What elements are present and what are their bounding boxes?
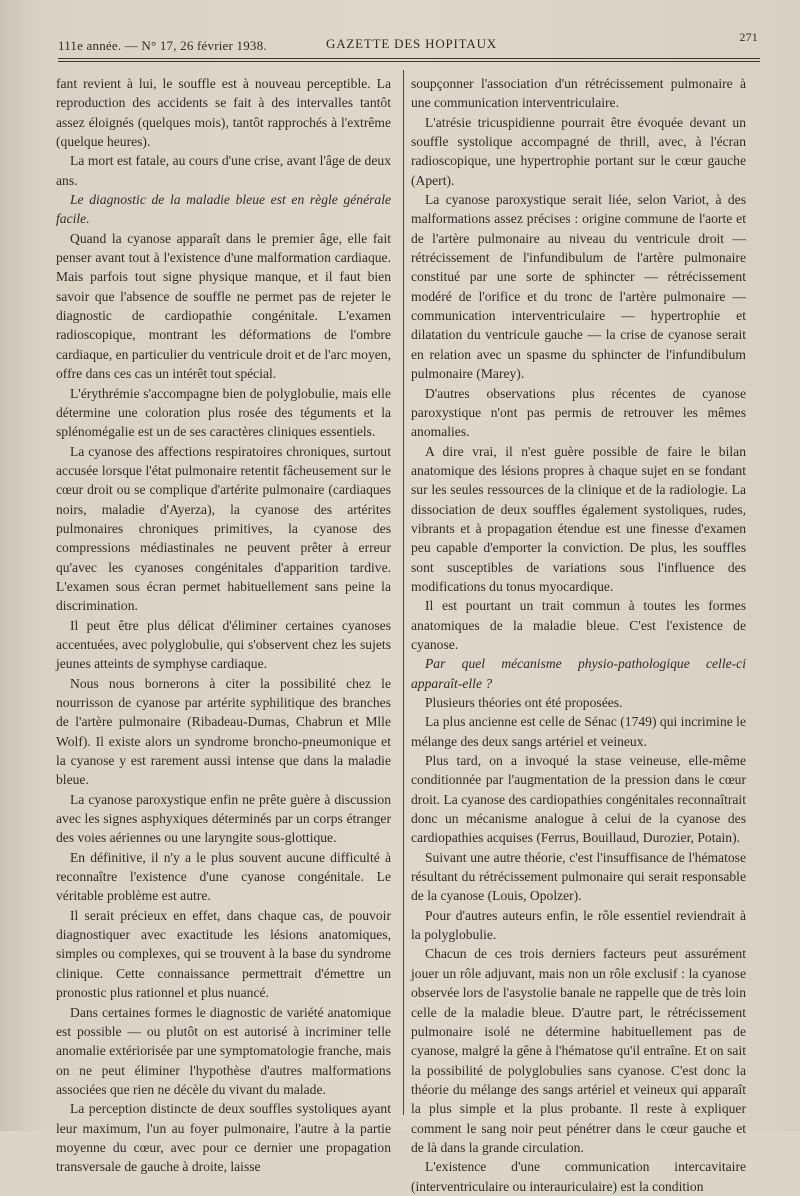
right-column xyxy=(411,74,746,1196)
paragraph: Plus tard, on a invoqué la stase veineuse, elle-même conditionnée par l'augmentation de la pression dans le cœur droit. La cyanose des cardiopathies congénitales reconnaîtrait donc un mécanisme analogue à celui de la cyanose des cardiopathies acquises (Ferrus, Bouillaud, Durozier, Potain). xyxy=(411,753,746,846)
paragraph: Il peut être plus délicat d'éliminer certaines cyanoses accentuées, avec polyglobulie, qui s'observent chez les sujets jeunes atteints de symphyse cardiaque. xyxy=(56,617,391,672)
paragraph: Suivant une autre théorie, c'est l'insuffisance de l'hématose résultant du rétrécissement pulmonaire qui serait responsable de la cyanose (Louis, Opolzer). xyxy=(411,849,746,904)
paragraph: Il est pourtant un trait commun à toutes les formes anatomiques de la maladie bleue. C'est l'existence de cyanose. xyxy=(411,598,746,652)
page-number: 271 xyxy=(739,30,758,44)
paragraph: La perception distincte de deux souffles systoliques ayant leur maximum, l'un au foyer pulmonaire, l'autre à la partie moyenne du cœur, avec pour ce dernier une propagation transversale de gauche à droite, laisse xyxy=(56,1101,391,1175)
paragraph: soupçonner l'association d'un rétrécissement pulmonaire à une communication interventriculaire. xyxy=(411,76,746,111)
paragraph: Nous nous bornerons à citer la possibilité chez le nourrisson de cyanose par artérite syphilitique des branches de l'artère pulmonaire (Ribadeau-Dumas, Chabrun et Mlle Wolf). Il existe alors un syndrome broncho-pneumonique et la cyanose y est rarement aussi intense que dans la maladie bleue. xyxy=(56,675,391,788)
paragraph: Plusieurs théories ont été proposées. xyxy=(425,695,623,710)
paragraph xyxy=(411,654,746,693)
paragraph: Il serait précieux en effet, dans chaque cas, de pouvoir diagnostiquer avec exactitude les lésions anatomiques, simples ou complexes, qui se trouvent à la base du syndrome clinique. Cette connaissance permettrait d'émettre un pronostic plus rationnel et plus nuancé. xyxy=(56,907,391,1001)
column-divider xyxy=(403,70,404,1115)
paragraph: Dans certaines formes le diagnostic de variété anatomique est possible — ou plutôt on est autorisé à incriminer telle anomalie extériorisée par une symptomatologie franche, mais on ne peut éliminer l'hypothèse d'autres malformations associées que rien ne décèle du vivant du malade. xyxy=(56,1004,391,1097)
paragraph: La cyanose paroxystique enfin ne prête guère à discussion avec les signes asphyxiques déterminés par un corps étranger des voies aériennes ou une laryngite sous-glottique. xyxy=(56,791,391,846)
paragraph: fant revient à lui, le souffle est à nouveau perceptible. La reproduction des accidents se fait à des intervalles tantôt assez éloignés (quelques mois), tantôt rapprochés à l'extrême (quelque heures). xyxy=(56,76,391,150)
paragraph: La cyanose des affections respiratoires chroniques, surtout accusée lorsque l'état pulmonaire retentit fâcheusement sur le cœur droit ou se complique d'artérite pulmonaire (cardiaques noirs, maladie d'Ayerza), la cyanose des artérites pulmonaires chroniques primitives, la cyanose des compressions médiastinales ne peuvent prêter à erreur qu'avec les cyanoses congénitales d'apparition tardive. L'examen sous écran permet habituellement sans peine la discrimination. xyxy=(56,443,391,614)
paragraph xyxy=(56,190,391,229)
paragraph: La cyanose paroxystique serait liée, selon Variot, à des malformations assez précises : origine commune de l'aorte et de l'artère pulmonaire au niveau du ventricule droit — rétrécissement de l'infundibulum de l'artère pulmonaire constitué par une sorte de sphincter — rétrécissement modéré de l'orifice et du tronc de l'artère pulmonaire — communication interventriculaire — hypertrophie et dilatation du ventricule gauche — la crise de cyanose serait en relation avec un spasme du sphincter de l'infundibulum pulmonaire (Marey). xyxy=(411,192,746,382)
paragraph: Chacun de ces trois derniers facteurs peut assurément jouer un rôle adjuvant, mais non un rôle exclusif : la cyanose observée lors de l'asystolie banale ne rappelle que de très loin celle de la maladie bleue. D'autre part, le rétrécissement pulmonaire isolé ne détermine habituellement pas de cyanose, malgré la gêne à l'hématose qu'il entraîne. Et on sait la possibilité de polyglobulies sans cyanose. C'est donc la théorie du mélange des sangs artériel et veineux qui apparaît la plus simple et la plus probante. Il reste à expliquer comment le sang noir peut pénétrer dans le cœur gauche et de là dans la grande circulation. xyxy=(411,946,746,1155)
left-column xyxy=(56,74,391,1177)
paragraph: La mort est fatale, au cours d'une crise, avant l'âge de deux ans. xyxy=(56,153,391,188)
italic-heading: Le diagnostic de la maladie bleue est en règle générale facile. xyxy=(56,192,391,227)
paragraph: L'existence d'une communication intercavitaire (interventriculaire ou interauriculaire) est la condition xyxy=(411,1159,746,1194)
paragraph: En définitive, il n'y a le plus souvent aucune difficulté à reconnaître l'existence d'une cyanose congénitale. Le véritable problème est autre. xyxy=(56,849,391,904)
header-rule xyxy=(58,61,760,62)
paragraph: La plus ancienne est celle de Sénac (1749) qui incrimine le mélange des deux sangs artériel et veineux. xyxy=(411,714,746,749)
paragraph: L'érythrémie s'accompagne bien de polyglobulie, mais elle détermine une coloration plus rosée des téguments et la splénomégalie est un de ses caractères cliniques essentiels. xyxy=(56,385,391,440)
paragraph: Pour d'autres auteurs enfin, le rôle essentiel reviendrait à la polyglobulie. xyxy=(411,907,746,943)
journal-title: GAZETTE DES HOPITAUX xyxy=(326,36,497,51)
paragraph: L'atrésie tricuspidienne pourrait être évoquée devant un souffle systolique accompagné de thrill, avec, à l'écran radioscopique, une hypertrophie portant sur le cœur gauche (Apert). xyxy=(411,114,746,188)
issue-info: 111e année. — N° 17, 26 février 1938. xyxy=(58,38,267,53)
paragraph: Quand la cyanose apparaît dans le premier âge, elle fait penser avant tout à l'existence d'une malformation cardiaque. Mais parfois tout signe physique manque, et il faut bien savoir que l'absence de souffle ne permet pas de rejeter le diagnostic de cardiopathie congénitale. L'examen radioscopique, montrant les déformations de l'ombre cardiaque, en particulier du ventricule droit et de l'arc moyen, offre dans ces cas un intérêt tout spécial. xyxy=(56,230,391,382)
paragraph: D'autres observations plus récentes de cyanose paroxystique n'ont pas permis de retrouver les mêmes anomalies. xyxy=(411,385,746,440)
paragraph: A dire vrai, il n'est guère possible de faire le bilan anatomique des lésions propres à chaque sujet en se fondant sur les seules ressources de la clinique et de la radiologie. La dissociation de deux souffles également systoliques, rudes, vibrants et à propagation étendue est une finesse d'examen peu capable d'emporter la conviction. De plus, les souffles sont susceptibles de variations sous l'influence des modifications du tonus myocardique. xyxy=(411,443,746,594)
header-rule xyxy=(58,58,760,59)
italic-heading: Par quel mécanisme physio-pathologique celle-ci apparaît-elle ? xyxy=(411,656,746,691)
running-header xyxy=(58,30,758,54)
